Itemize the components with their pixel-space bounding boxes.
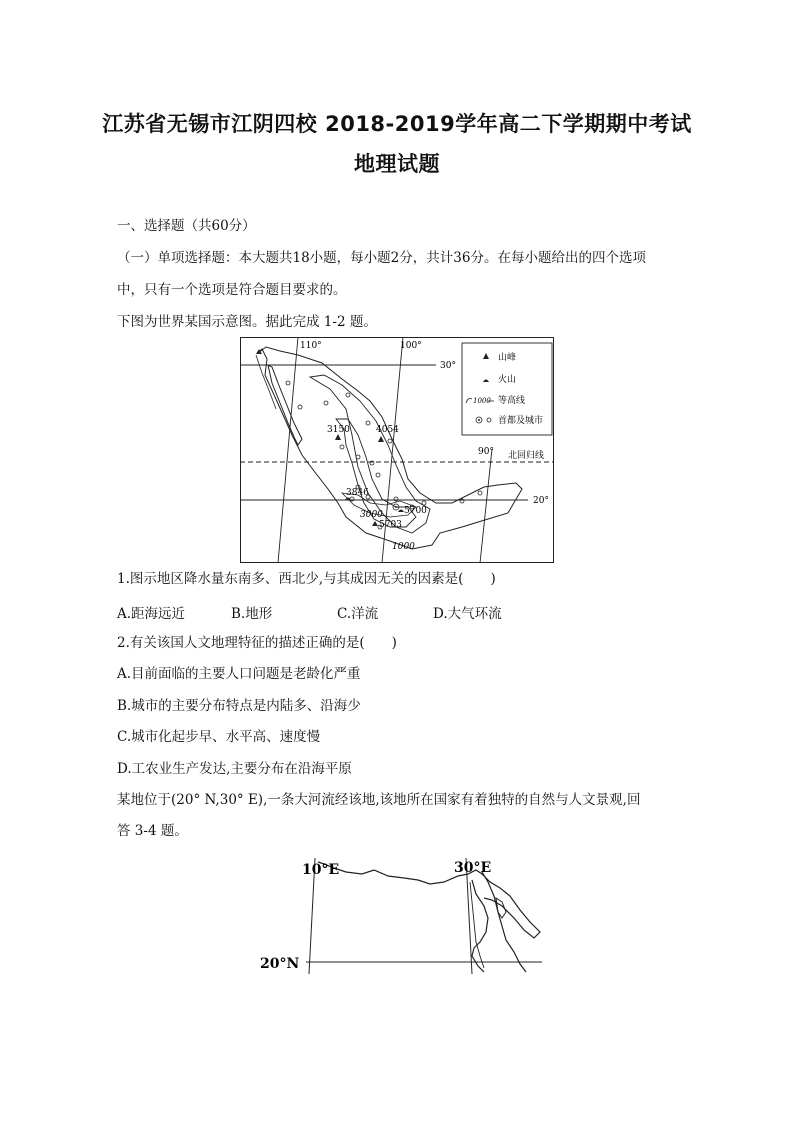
intro-questions-3-4-line-1: 某地位于(20° N,30° E),一条大河流经该地,该地所在国家有着独特的自然与人文景观,回 bbox=[117, 792, 641, 808]
legend-contour-label: 等高线 bbox=[498, 396, 526, 406]
elevation-5703: 5703 bbox=[379, 520, 402, 530]
intro-questions-3-4-line-2: 答 3-4 题。 bbox=[117, 823, 188, 839]
lat-20-label: 20° bbox=[533, 496, 549, 506]
coastline bbox=[318, 862, 540, 938]
peak-icon bbox=[378, 436, 384, 442]
lon-110-label: 110° bbox=[300, 341, 322, 351]
lat-30-label: 30° bbox=[440, 361, 456, 371]
elevation-4054: 4054 bbox=[376, 425, 399, 435]
peninsula-outline bbox=[268, 365, 302, 445]
sinai-outline bbox=[496, 898, 506, 918]
city-markers bbox=[286, 381, 482, 529]
lat-20n-label: 20°N bbox=[260, 956, 300, 972]
legend-capital-dot bbox=[478, 419, 480, 421]
tropic-label: 北回归线 bbox=[508, 451, 545, 461]
q1-option-c: C.洋流 bbox=[337, 606, 379, 622]
q2-option-d: D.工农业生产发达,主要分布在沿海平原 bbox=[117, 761, 352, 777]
question-2-stem: 2.有关该国人文地理特征的描述正确的是( ) bbox=[117, 635, 397, 651]
red-sea-coast bbox=[482, 872, 526, 972]
instruction-line-2: 中，只有一个选项是符合题目要求的。 bbox=[117, 282, 347, 298]
contour-3000-label: 3000 bbox=[360, 510, 383, 520]
q2-option-c: C.城市化起步早、水平高、速度慢 bbox=[117, 729, 321, 745]
document-title: 江苏省无锡市江阴四校 2018-2019学年高二下学期期中考试 bbox=[102, 112, 692, 136]
q1-option-b: B.地形 bbox=[231, 606, 273, 622]
country-map bbox=[240, 337, 555, 565]
peak-icon bbox=[372, 521, 378, 526]
document-subtitle: 地理试题 bbox=[354, 152, 440, 176]
elevation-3846: 3846 bbox=[346, 488, 369, 498]
section-heading: 一、选择题（共60分） bbox=[117, 218, 256, 234]
q2-option-b: B.城市的主要分布特点是内陆多、沿海少 bbox=[117, 698, 361, 714]
legend-peak-label: 山峰 bbox=[498, 353, 517, 363]
contour-1000-label: 1000 bbox=[392, 542, 415, 552]
q1-option-a: A.距海远近 bbox=[117, 606, 186, 622]
legend-volcano-label: 火山 bbox=[498, 375, 517, 385]
region-map bbox=[258, 852, 558, 974]
q1-option-d: D.大气环流 bbox=[433, 606, 502, 622]
legend-contour-value: 1000 bbox=[473, 397, 491, 405]
lon-100-label: 100° bbox=[400, 341, 422, 351]
instruction-line-1: （一）单项选择题：本大题共18小题，每小题2分，共计36分。在每小题给出的四个选项 bbox=[117, 250, 646, 266]
meridian-90 bbox=[480, 449, 492, 563]
elevation-3150: 3150 bbox=[327, 425, 350, 435]
lon-10e-label: 10°E bbox=[302, 862, 340, 878]
elevation-5700: 5700 bbox=[404, 506, 427, 516]
meridian-110 bbox=[278, 337, 298, 563]
lon-30e-label: 30°E bbox=[454, 860, 492, 876]
capital-dot bbox=[395, 506, 397, 508]
question-1-stem: 1.图示地区降水量东南多、西北少,与其成因无关的因素是( ) bbox=[117, 571, 496, 587]
legend-cities-label: 首都及城市 bbox=[498, 416, 544, 426]
q2-option-a: A.目前面临的主要人口问题是老龄化严重 bbox=[117, 666, 361, 682]
intro-questions-1-2: 下图为世界某国示意图。据此完成 1-2 题。 bbox=[117, 314, 377, 330]
lon-90-label: 90° bbox=[478, 447, 494, 457]
